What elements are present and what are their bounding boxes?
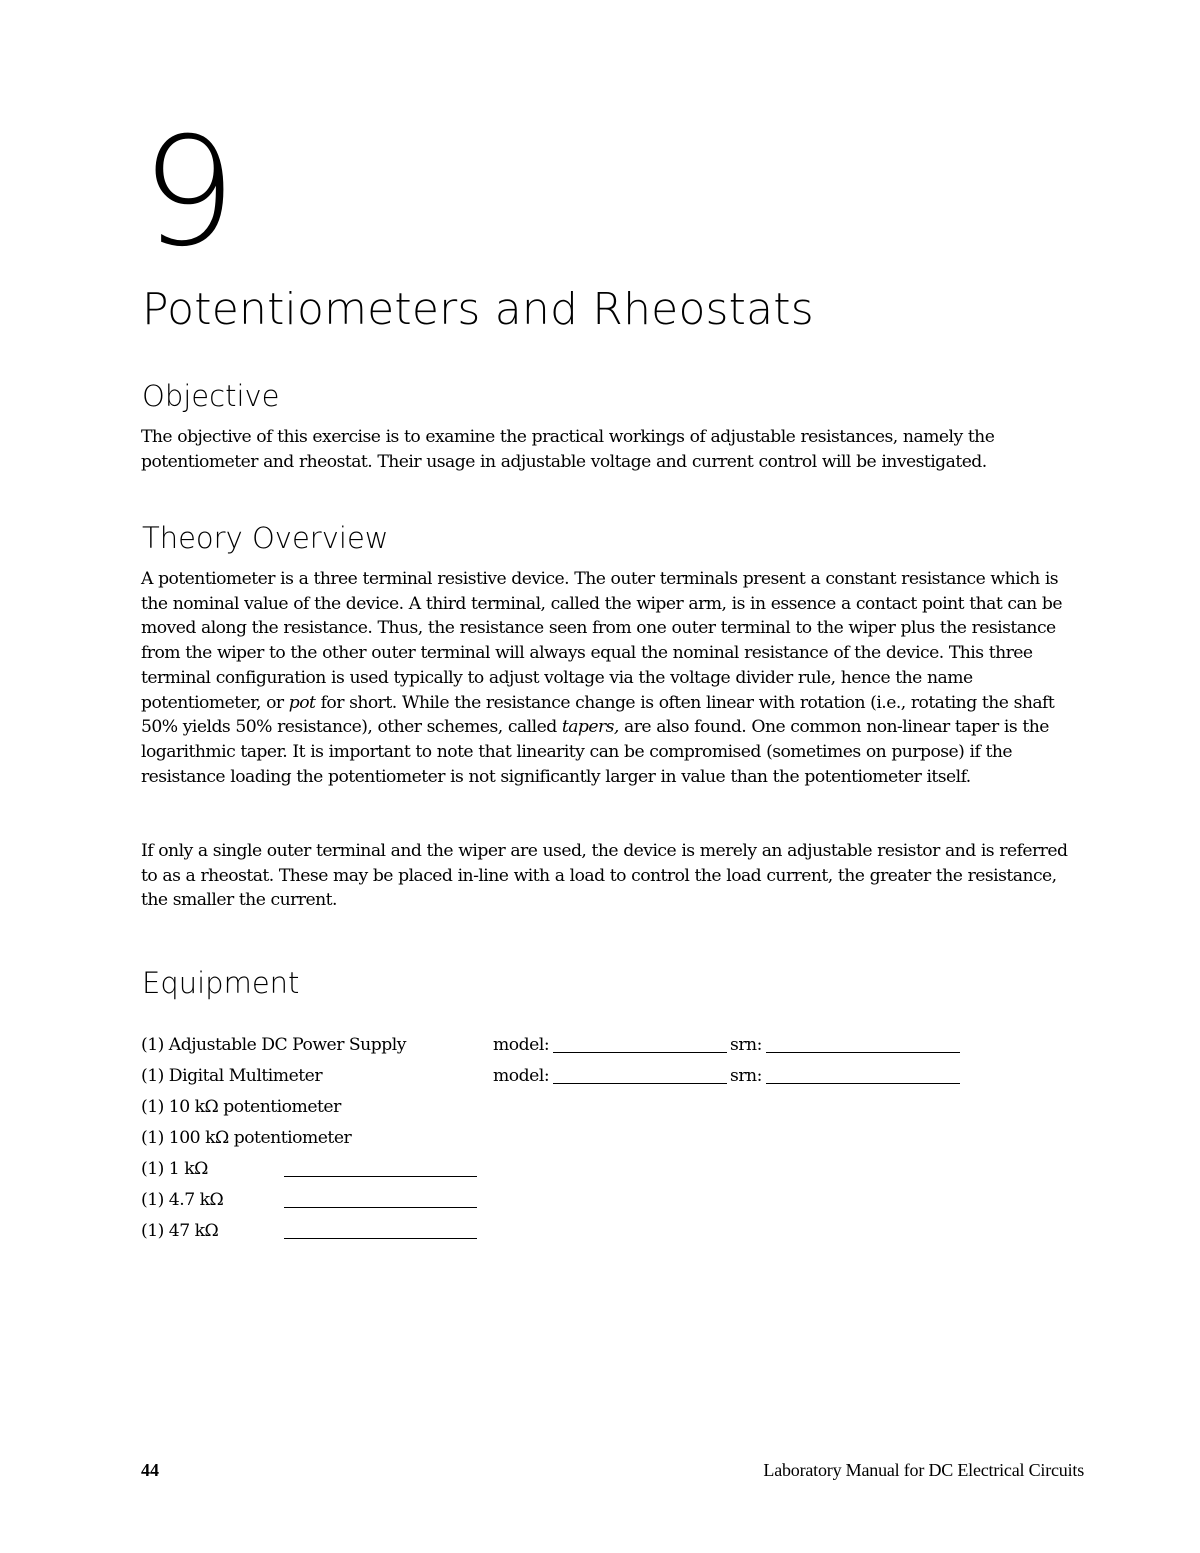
equipment-item: (1) 4.7 kΩ (141, 1190, 224, 1210)
model-blank[interactable] (553, 1083, 727, 1084)
chapter-title: Potentiometers and Rheostats (142, 284, 814, 335)
chapter-number: 9 (141, 106, 235, 280)
srn-label: srn: (730, 1035, 762, 1055)
equipment-row (141, 1031, 1041, 1062)
objective-heading: Objective (142, 379, 280, 413)
srn-blank[interactable] (766, 1083, 960, 1084)
pot-emphasis: pot (288, 692, 316, 713)
equipment-item: (1) 100 kΩ potentiometer (141, 1128, 352, 1148)
equipment-list (141, 1031, 1041, 1248)
tapers-emphasis: tapers, (561, 717, 619, 738)
page-number: 44 (141, 1460, 159, 1480)
measured-value-blank[interactable] (284, 1207, 477, 1208)
measured-value-blank[interactable] (284, 1176, 477, 1177)
equipment-item: (1) Digital Multimeter (141, 1066, 323, 1086)
equipment-row (141, 1186, 1041, 1217)
equipment-row (141, 1093, 1041, 1124)
theory-text: A potentiometer is a three terminal resistive device. The outer terminals present a constant resistance which is the nominal value of the device. A third terminal, called the wiper arm, is in essence a contact point that can be moved along the resistance. Thus, the resistance seen from one outer terminal to the wiper plus the resistance from the wiper to the other outer terminal will always equal the nominal resistance of the device. This three terminal configuration is used typically to adjust voltage via the voltage divider rule, hence the name potentiometer, or (141, 569, 1062, 713)
measured-value-blank[interactable] (284, 1238, 477, 1239)
equipment-row (141, 1217, 1041, 1248)
srn-label: srn: (730, 1066, 762, 1086)
equipment-heading: Equipment (142, 966, 300, 1000)
equipment-item: (1) 47 kΩ (141, 1221, 219, 1241)
equipment-row (141, 1124, 1041, 1155)
srn-blank[interactable] (766, 1052, 960, 1053)
theory-paragraph-2: If only a single outer terminal and the wiper are used, the device is merely an adjustable resistor and is referred to as a rheostat. These may be placed in-line with a load to control the load current, the greater the resistance, the smaller the current. (141, 841, 1068, 911)
equipment-item: (1) 1 kΩ (141, 1159, 208, 1179)
footer-book-title: Laboratory Manual for DC Electrical Circuits (763, 1460, 1084, 1480)
theory-text: for short. While the resistance change is often linear with rotation (i.e., rotating the shaft 50% yields 50% resistance), other schemes, called (141, 692, 1055, 738)
model-label: model: (493, 1035, 550, 1055)
theory-paragraph-1 (141, 567, 1071, 789)
equipment-row (141, 1062, 1041, 1093)
theory-text: are also found. One common non-linear taper is the logarithmic taper. It is important to note that linearity can be compromised (sometimes on purpose) if the resistance loading the potentiometer is not significantly larger in value than the potentiometer itself. (141, 717, 1049, 787)
equipment-row (141, 1155, 1041, 1186)
model-label: model: (493, 1066, 550, 1086)
equipment-item: (1) Adjustable DC Power Supply (141, 1035, 406, 1055)
theory-heading: Theory Overview (142, 521, 389, 555)
objective-paragraph: The objective of this exercise is to examine the practical workings of adjustable resistances, namely the potentiometer and rheostat. Their usage in adjustable voltage and current control will be investigated. (141, 427, 995, 472)
equipment-item: (1) 10 kΩ potentiometer (141, 1097, 341, 1117)
model-blank[interactable] (553, 1052, 727, 1053)
